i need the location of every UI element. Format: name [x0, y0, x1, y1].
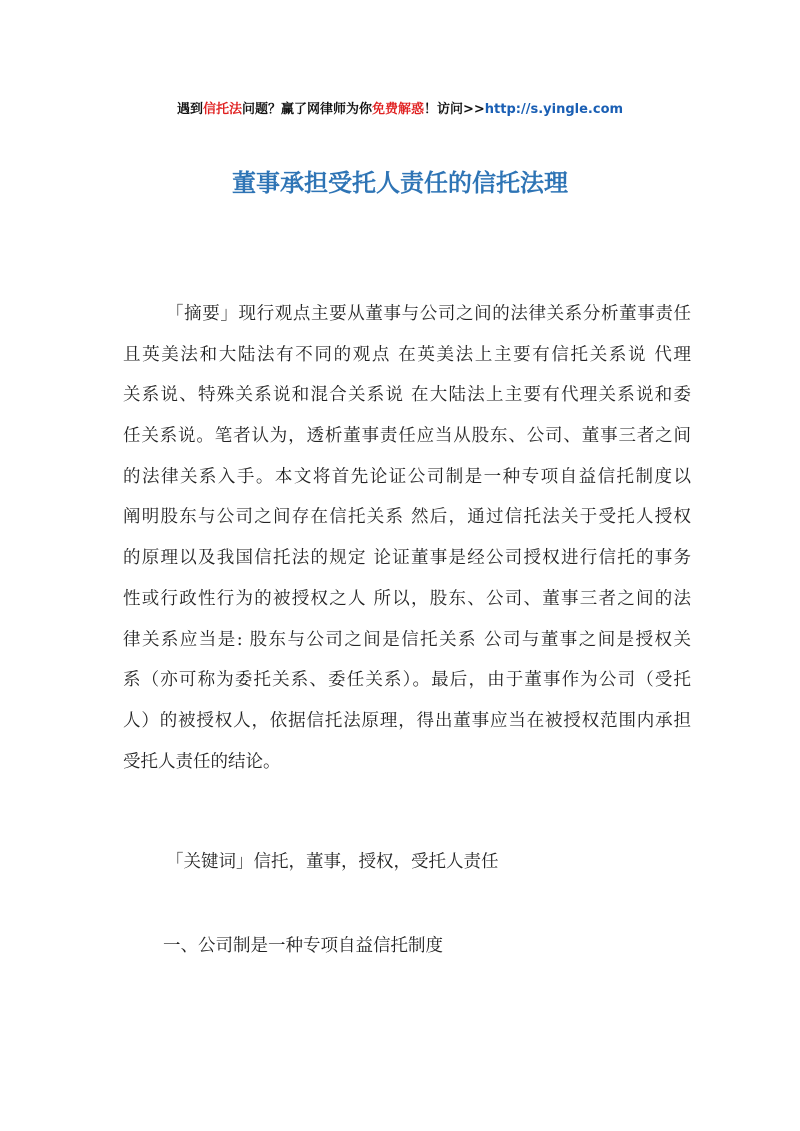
abstract-paragraph	[123, 300, 691, 788]
document-title: 董事承担受托人责任的信托法理	[232, 168, 568, 197]
abstract-line: 的法律关系入手。本文将首先论证公司制是一种专项自益信托制度以	[123, 466, 691, 487]
section-heading: 一、公司制是一种专项自益信托制度	[163, 936, 443, 956]
abstract-line: 阐明股东与公司之间存在信托关系 然后，通过信托法关于受托人授权	[123, 507, 691, 528]
promo-header	[0, 98, 800, 117]
promo-text-3: ！访问>>	[424, 102, 485, 117]
abstract-line: 的原理以及我国信托法的规定 论证董事是经公司授权进行信托的事务	[123, 548, 691, 569]
promo-text-1: 遇到	[176, 102, 203, 117]
abstract-line: 性或行政性行为的被授权之人 所以，股东、公司、董事三者之间的法	[123, 588, 691, 609]
abstract-line: 受托人责任的结论。	[123, 751, 281, 772]
promo-link[interactable]: http://s.yingle.com	[484, 102, 624, 117]
keywords: 「关键词」信托，董事，授权，受托人责任	[166, 852, 499, 872]
promo-highlight-trust-law: 信托法	[202, 102, 242, 117]
abstract-line: 人）的被授权人，依据信托法原理，得出董事应当在被授权范围内承担	[123, 710, 691, 731]
abstract-line: 「摘要」现行观点主要从董事与公司之间的法律关系分析董事责任	[166, 304, 691, 324]
abstract-line: 律关系应当是: 股东与公司之间是信托关系 公司与董事之间是授权关	[123, 629, 691, 650]
promo-text-2: 问题？赢了网律师为你	[241, 102, 372, 117]
abstract-line: 系（亦可称为委托关系、委任关系）。最后，由于董事作为公司（受托	[123, 670, 691, 691]
abstract-line: 关系说、特殊关系说和混合关系说 在大陆法上主要有代理关系说和委	[123, 385, 691, 406]
abstract-line: 且英美法和大陆法有不同的观点 在英美法上主要有信托关系说 代理	[123, 344, 691, 365]
promo-highlight-free: 免费解惑	[371, 102, 424, 117]
abstract-line: 任关系说。笔者认为，透析董事责任应当从股东、公司、董事三者之间	[123, 426, 691, 447]
